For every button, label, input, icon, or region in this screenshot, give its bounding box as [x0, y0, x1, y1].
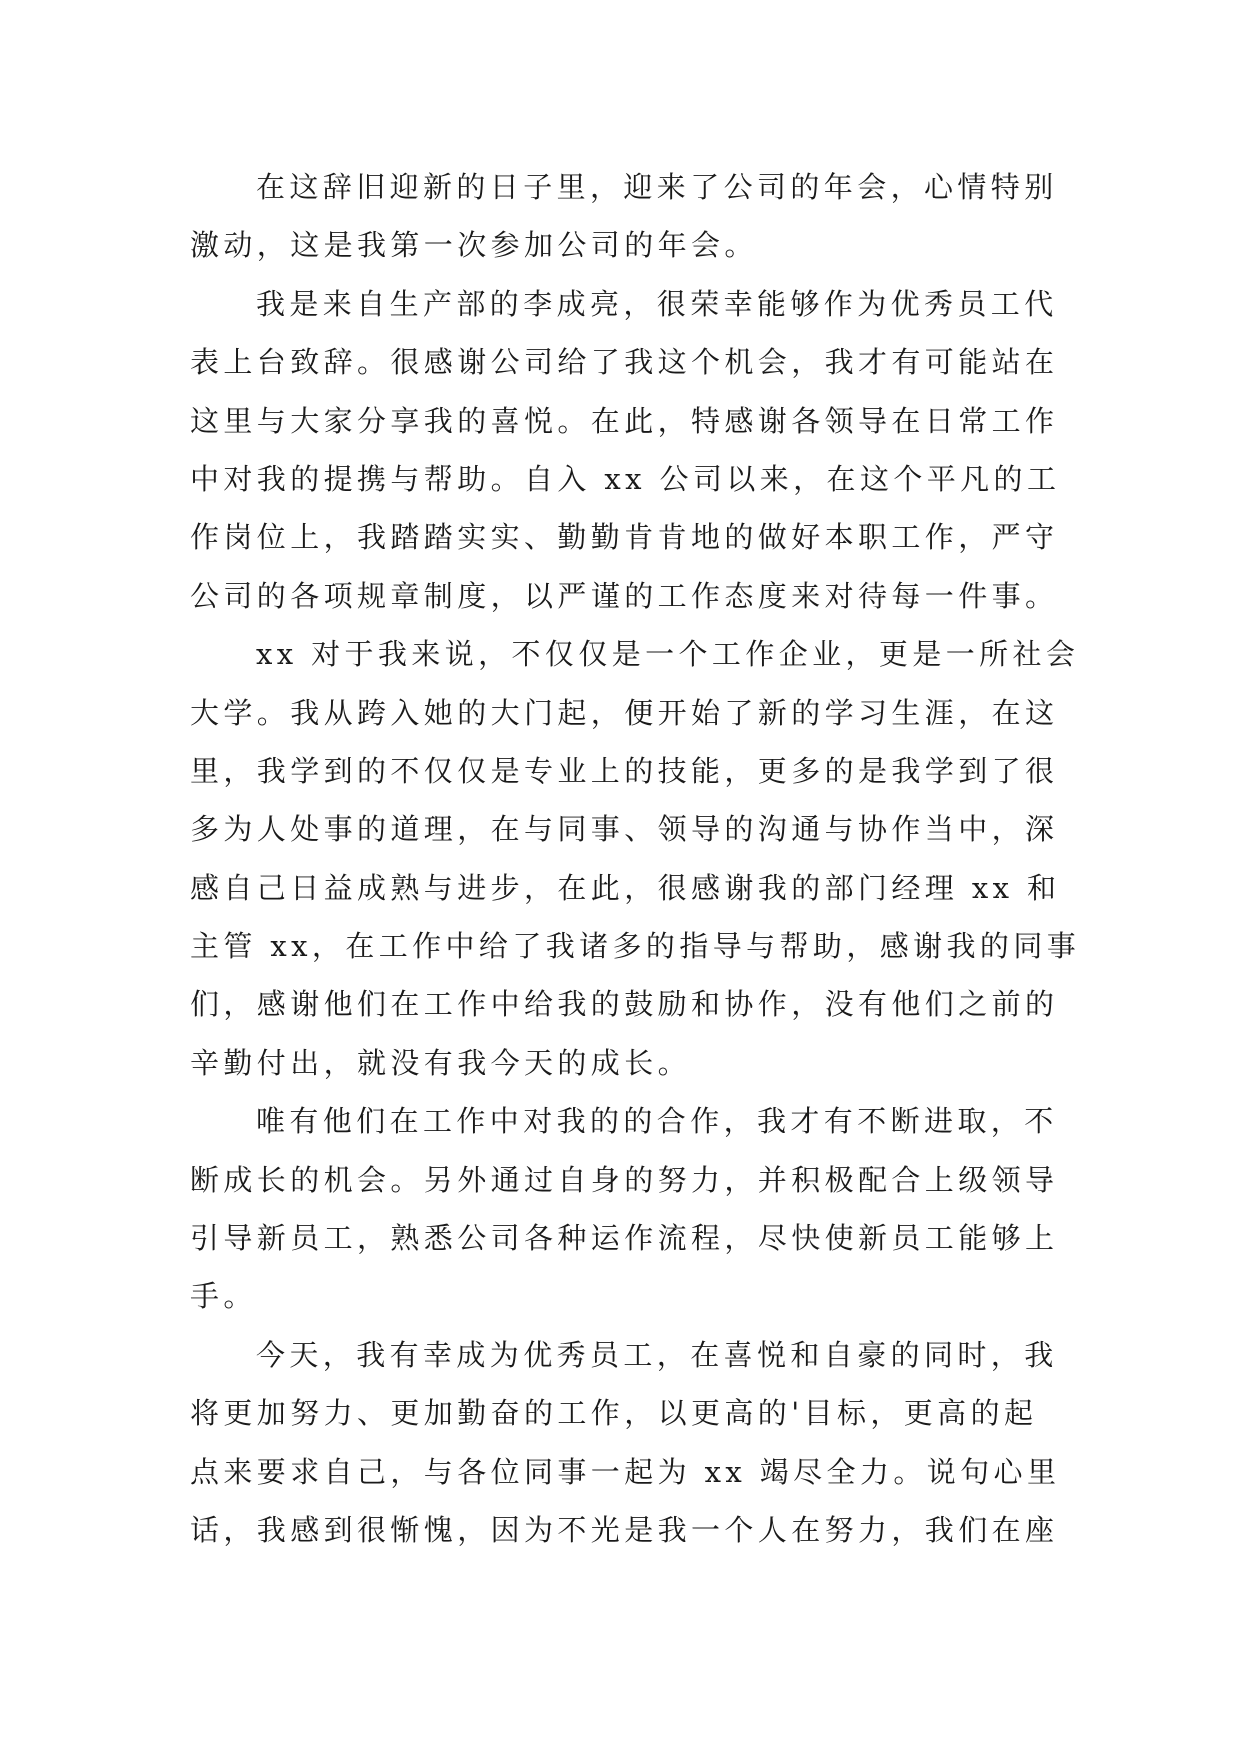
paragraph-line: 作岗位上，我踏踏实实、勤勤肯肯地的做好本职工作，严守: [190, 520, 1059, 555]
document-body: [190, 158, 1081, 1559]
paragraph-line: 唯有他们在工作中对我的的合作，我才有不断进取，不: [256, 1104, 1058, 1139]
paragraph-line: 在这辞旧迎新的日子里，迎来了公司的年会，心情特别: [256, 170, 1058, 204]
paragraph-line: 感自己日益成熟与进步，在此，很感谢我的部门经理 xx 和: [190, 870, 1061, 905]
paragraph-line: 这里与大家分享我的喜悦。在此，特感谢各领导在日常工作: [190, 403, 1059, 438]
paragraph-line: 里，我学到的不仅仅是专业上的技能，更多的是我学到了很: [190, 753, 1059, 788]
paragraph-line: 今天，我有幸成为优秀员工，在喜悦和自豪的同时，我: [256, 1337, 1058, 1372]
paragraph-line: 引导新员工，熟悉公司各种运作流程，尽快使新员工能够上: [190, 1221, 1059, 1256]
paragraph-line: 大学。我从跨入她的大门起，便开始了新的学习生涯，在这: [190, 695, 1059, 730]
paragraph-line: 表上台致辞。很感谢公司给了我这个机会，我才有可能站在: [190, 345, 1059, 380]
paragraph-line: 我是来自生产部的李成亮，很荣幸能够作为优秀员工代: [256, 286, 1058, 321]
paragraph-line: 主管 xx，在工作中给了我诸多的指导与帮助，感谢我的同事: [190, 929, 1081, 964]
paragraph-line: 断成长的机会。另外通过自身的努力，并积极配合上级领导: [190, 1162, 1059, 1197]
paragraph-line: 中对我的提携与帮助。自入 xx 公司以来，在这个平凡的工: [190, 461, 1061, 496]
paragraph-2: [190, 275, 1061, 625]
paragraph-line: 点来要求自己，与各位同事一起为 xx 竭尽全力。说句心里: [190, 1454, 1061, 1489]
paragraph-line: 手。: [190, 1279, 257, 1314]
paragraph-1: [190, 158, 1058, 275]
paragraph-line: 多为人处事的道理，在与同事、领导的沟通与协作当中，深: [190, 812, 1059, 847]
paragraph-5: [190, 1326, 1061, 1560]
paragraph-line: 将更加努力、更加勤奋的工作，以更高的'目标，更高的起: [190, 1396, 1038, 1431]
paragraph-line: xx 对于我来说，不仅仅是一个工作企业，更是一所社会: [256, 637, 1080, 672]
paragraph-line: 话，我感到很惭愧，因为不光是我一个人在努力，我们在座: [190, 1512, 1059, 1547]
paragraph-3: [190, 625, 1081, 1092]
paragraph-line: 公司的各项规章制度，以严谨的工作态度来对待每一件事。: [190, 578, 1059, 613]
paragraph-line: 辛勤付出，就没有我今天的成长。: [190, 1045, 692, 1080]
paragraph-line: 们，感谢他们在工作中给我的鼓励和协作，没有他们之前的: [190, 987, 1059, 1022]
paragraph-line: 激动，这是我第一次参加公司的年会。: [190, 228, 758, 263]
paragraph-4: [190, 1092, 1059, 1326]
